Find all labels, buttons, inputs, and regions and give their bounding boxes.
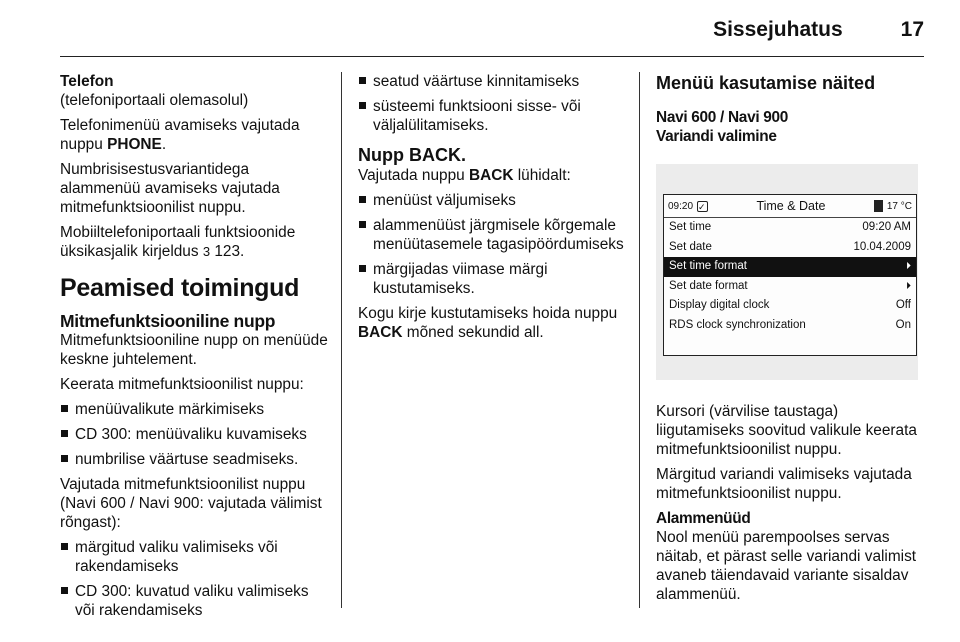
examples-heading: Menüü kasutamise näited: [656, 73, 876, 93]
menu-row-label: Set time format: [669, 260, 747, 273]
multifunction-heading: Mitmefunktsiooniline nupp: [60, 311, 276, 331]
chevron-right-icon: ⏵: [906, 280, 911, 292]
text: Vajutada nuppu: [358, 167, 469, 184]
select-paragraph: Märgitud variandi valimiseks vajutada mitmefunktsioonilist nuppu.: [656, 466, 912, 502]
header-divider: [60, 56, 924, 57]
screen-temperature: 17 °C: [886, 200, 912, 212]
back-key-name: BACK: [468, 167, 514, 184]
navi-subheading: Navi 600 / Navi 900: [656, 109, 789, 126]
multifunction-intro: Mitmefunktsiooniline nupp on menüüde keskne juhtelement.: [60, 332, 328, 368]
screen-clock: 09:20: [668, 200, 694, 212]
list-item: seatud väärtuse kinnitamiseks: [358, 72, 628, 91]
numeric-paragraph: Numbrisisestusvariantidega alammenüü avamiseks vajutada mitmefunktsioonilist nuppu.: [60, 161, 280, 216]
menu-row-label: Set time: [669, 221, 712, 234]
menu-row-value: 10.04.2009: [853, 240, 911, 253]
cursor-paragraph: Kursori (värvilise taustaga) liigutamiseks soovitud valikule keerata mitmefunktsioonilist nuppu.: [656, 403, 917, 458]
text: .: [161, 136, 167, 153]
page-ref-arrow-icon: 3: [202, 244, 211, 259]
menu-row-display-digital-clock[interactable]: [664, 296, 916, 316]
page-number: 17: [900, 18, 924, 41]
checkbox-icon: [697, 201, 708, 212]
menu-row-label: Set date format: [669, 279, 748, 292]
back-button-heading: Nupp BACK.: [358, 145, 466, 165]
telefon-label: Telefon: [60, 73, 114, 90]
telefon-note: (telefoniportaali olemasolul): [60, 92, 249, 109]
menu-row-set-time-format[interactable]: [664, 257, 916, 277]
menu-row-value: Off: [895, 299, 911, 312]
menu-row-set-date-format[interactable]: [664, 277, 916, 297]
column-1: [60, 72, 332, 626]
menu-row-label: Display digital clock: [669, 299, 770, 312]
submenus-heading: Alammenüüd: [656, 510, 751, 527]
turn-knob-list: [60, 400, 332, 469]
list-item: CD 300: kuvatud valiku valimiseks või rakendamiseks: [60, 582, 332, 620]
back-intro: [358, 166, 628, 185]
text: Kogu kirje kustutamiseks hoida nuppu: [358, 305, 618, 322]
list-item: menüüvalikute märkimiseks: [60, 400, 332, 419]
column-3: [656, 72, 924, 610]
menu-row-set-date[interactable]: [664, 238, 916, 258]
list-item: CD 300: menüüvaliku kuvamiseks: [60, 425, 332, 444]
list-item: märgitud valiku valimiseks või rakendamiseks: [60, 538, 332, 576]
phone-paragraph: [60, 116, 332, 154]
press-knob-text: Vajutada mitmefunktsioonilist nuppu (Navi 600 / Navi 900: vajutada välimist rõngast):: [60, 476, 322, 531]
display-screen: [663, 194, 917, 356]
select-option-subheading: Variandi valimine: [656, 128, 777, 145]
menu-row-label: RDS clock synchronization: [669, 318, 806, 331]
back-list: [358, 191, 628, 298]
menu-row-label: Set date: [669, 240, 712, 253]
turn-knob-text: Keerata mitmefunktsioonilist nuppu:: [60, 376, 304, 393]
column-2: [358, 72, 628, 348]
section-title: Sissejuhatus: [713, 18, 843, 41]
menu-row-rds-clock-sync[interactable]: [664, 316, 916, 336]
column-divider-1: [341, 72, 342, 608]
text: Mobiiltelefoniportaali funktsioonide üksikasjalik kirjeldus: [60, 224, 296, 260]
list-item: menüüst väljumiseks: [358, 191, 628, 210]
list-item: alammenüüst järgmisele kõrgemale menüütasemele tagasipöördumiseks: [358, 216, 628, 254]
phone-key-name: PHONE: [107, 136, 162, 153]
menu-row-value: 09:20 AM: [862, 221, 911, 234]
back-hold-paragraph: [358, 304, 628, 342]
back-key-name: BACK: [358, 324, 403, 341]
portal-paragraph: [60, 223, 332, 261]
text: lühidalt:: [513, 167, 571, 184]
list-item: süsteemi funktsiooni sisse- või väljalülitamiseks.: [358, 97, 628, 135]
phone-icon: [874, 200, 883, 212]
column-divider-2: [639, 72, 640, 608]
press-knob-list-continued: [358, 72, 628, 135]
list-item: numbrilise väärtuse seadmiseks.: [60, 450, 332, 469]
text: Telefonimenüü avamiseks vajutada nuppu: [60, 117, 300, 153]
list-item: märgijadas viimase märgi kustutamiseks.: [358, 260, 628, 298]
chevron-right-icon: ⏵: [906, 261, 911, 273]
menu-row-set-time[interactable]: [664, 218, 916, 238]
text: mõned sekundid all.: [402, 324, 544, 341]
press-knob-list: [60, 538, 332, 620]
screen-status-bar: [664, 195, 916, 218]
screen-illustration: [656, 164, 918, 380]
page-header: [713, 18, 924, 42]
menu-row-value: On: [895, 318, 911, 331]
main-heading: Peamised toimingud: [60, 274, 300, 302]
page-ref: 123.: [210, 243, 245, 260]
screen-title: Time & Date: [756, 198, 826, 213]
submenus-paragraph: Nool menüü parempoolses servas näitab, et pärast selle variandi valimist avaneb täiendavaid variante sisaldav alammenüü.: [656, 529, 917, 603]
